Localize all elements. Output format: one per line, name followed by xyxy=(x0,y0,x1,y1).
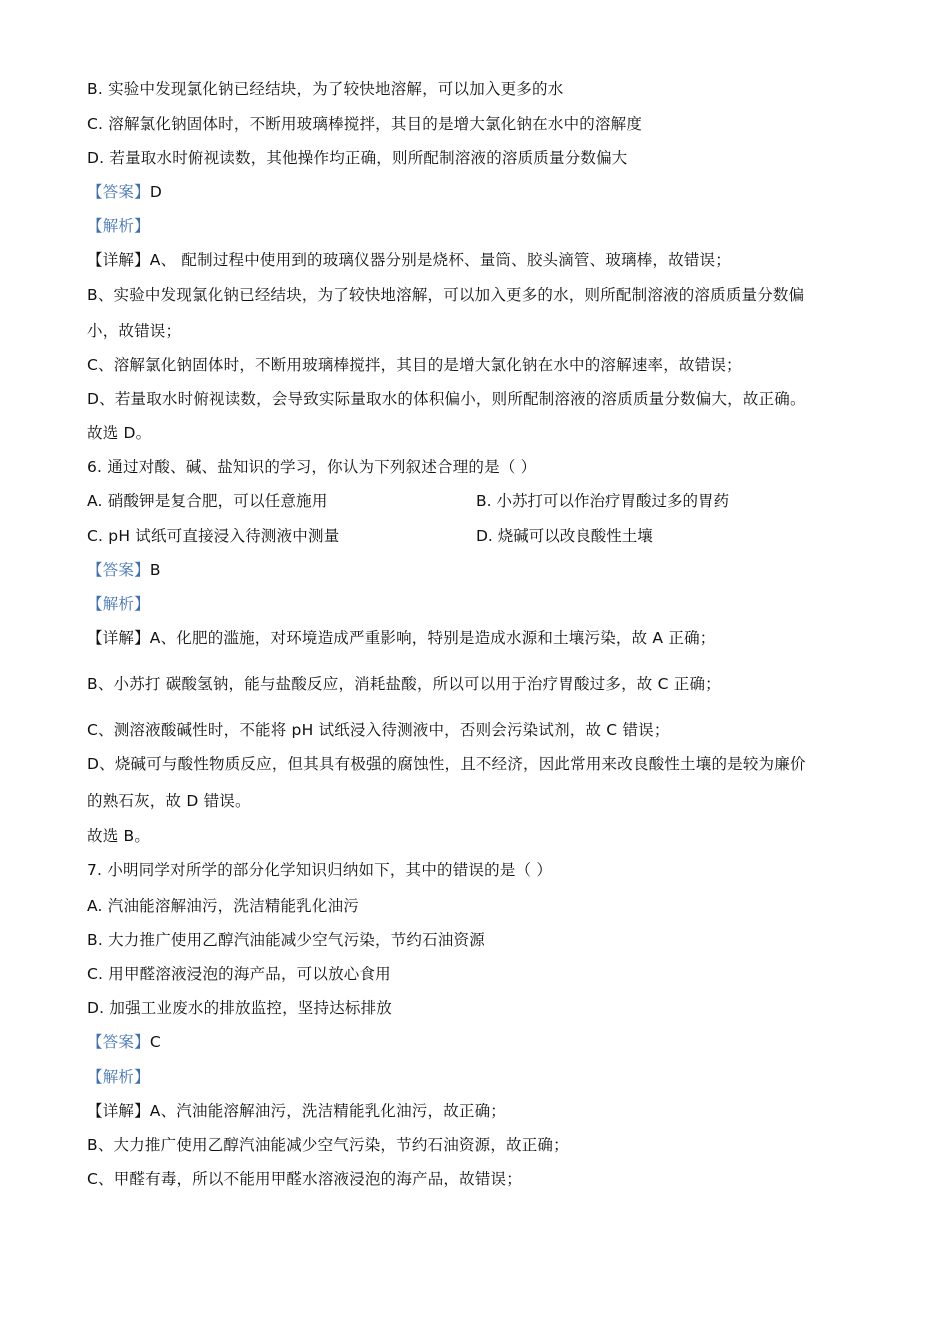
answer-label: 【答案】 xyxy=(87,561,150,579)
answer-value: B xyxy=(149,561,161,579)
q6-analysis-label: 【解析】 xyxy=(87,595,150,613)
q5-detail-line: 小，故错误； xyxy=(87,322,182,340)
q7-option-d: D. 加强工业废水的排放监控，坚持达标排放 xyxy=(87,999,392,1017)
q7-option-a: A. 汽油能溶解油污，洗洁精能乳化油污 xyxy=(87,897,359,915)
q7-option-b: B. 大力推广使用乙醇汽油能减少空气污染，节约石油资源 xyxy=(87,931,485,949)
q5-detail-line: 【详解】A、 配制过程中使用到的玻璃仪器分别是烧杯、量筒、胶头滴管、玻璃棒，故错误； xyxy=(87,251,731,269)
q6-option-a: A. 硝酸钾是复合肥，可以任意施用 xyxy=(87,492,328,510)
q5-option-c: C. 溶解氯化钠固体时，不断用玻璃棒搅拌，其目的是增大氯化钠在水中的溶解度 xyxy=(87,115,643,133)
q6-detail-line: C、测溶液酸碱性时，不能将 pH 试纸浸入待测液中，否则会污染试剂，故 C 错误； xyxy=(87,721,670,739)
q6-conclusion: 故选 B。 xyxy=(87,827,151,845)
q7-detail-line: C、甲醛有毒，所以不能用甲醛水溶液浸泡的海产品，故错误； xyxy=(87,1170,522,1188)
q7-answer xyxy=(87,1031,161,1053)
answer-value: D xyxy=(149,183,162,201)
answer-label: 【答案】 xyxy=(87,183,150,201)
q7-detail-line: B、大力推广使用乙醇汽油能减少空气污染，节约石油资源，故正确； xyxy=(87,1136,569,1154)
q7-detail-line: 【详解】A、汽油能溶解油污，洗洁精能乳化油污，故正确； xyxy=(87,1102,507,1120)
q6-option-d: D. 烧碱可以改良酸性土壤 xyxy=(476,527,653,545)
q6-stem: 6. 通过对酸、碱、盐知识的学习，你认为下列叙述合理的是（ ） xyxy=(87,458,537,476)
q6-detail-line: D、烧碱可与酸性物质反应，但其具有极强的腐蚀性，且不经济，因此常用来改良酸性土壤的是较为廉价 xyxy=(87,755,806,773)
q6-option-c: C. pH 试纸可直接浸入待测液中测量 xyxy=(87,527,340,545)
q7-analysis-label: 【解析】 xyxy=(87,1068,150,1086)
q5-option-d: D. 若量取水时俯视读数，其他操作均正确，则所配制溶液的溶质质量分数偏大 xyxy=(87,149,628,167)
q5-detail-line: C、溶解氯化钠固体时，不断用玻璃棒搅拌，其目的是增大氯化钠在水中的溶解速率，故错误； xyxy=(87,356,742,374)
q5-detail-line: D、若量取水时俯视读数，会导致实际量取水的体积偏小，则所配制溶液的溶质质量分数偏大，故正确。 xyxy=(87,390,806,408)
q6-option-b: B. 小苏打可以作治疗胃酸过多的胃药 xyxy=(476,492,729,510)
q6-detail-line: 的熟石灰，故 D 错误。 xyxy=(87,792,251,810)
q7-stem: 7. 小明同学对所学的部分化学知识归纳如下，其中的错误的是（ ） xyxy=(87,861,553,879)
answer-label: 【答案】 xyxy=(87,1033,150,1051)
q6-detail-line: 【详解】A、化肥的滥施，对环境造成严重影响，特别是造成水源和土壤污染，故 A 正确； xyxy=(87,629,716,647)
q5-detail-line: B、实验中发现氯化钠已经结块，为了较快地溶解，可以加入更多的水，则所配制溶液的溶质质量分数偏 xyxy=(87,286,805,304)
q5-option-b: B. 实验中发现氯化钠已经结块，为了较快地溶解，可以加入更多的水 xyxy=(87,80,564,98)
q6-detail-line: B、小苏打 碳酸氢钠，能与盐酸反应，消耗盐酸，所以可以用于治疗胃酸过多，故 C 正确； xyxy=(87,675,721,693)
q5-analysis-label: 【解析】 xyxy=(87,217,150,235)
answer-value: C xyxy=(149,1033,161,1051)
q6-answer xyxy=(87,559,161,581)
q5-answer xyxy=(87,181,162,203)
q7-option-c: C. 用甲醛溶液浸泡的海产品，可以放心食用 xyxy=(87,965,391,983)
q5-conclusion: 故选 D。 xyxy=(87,424,152,442)
